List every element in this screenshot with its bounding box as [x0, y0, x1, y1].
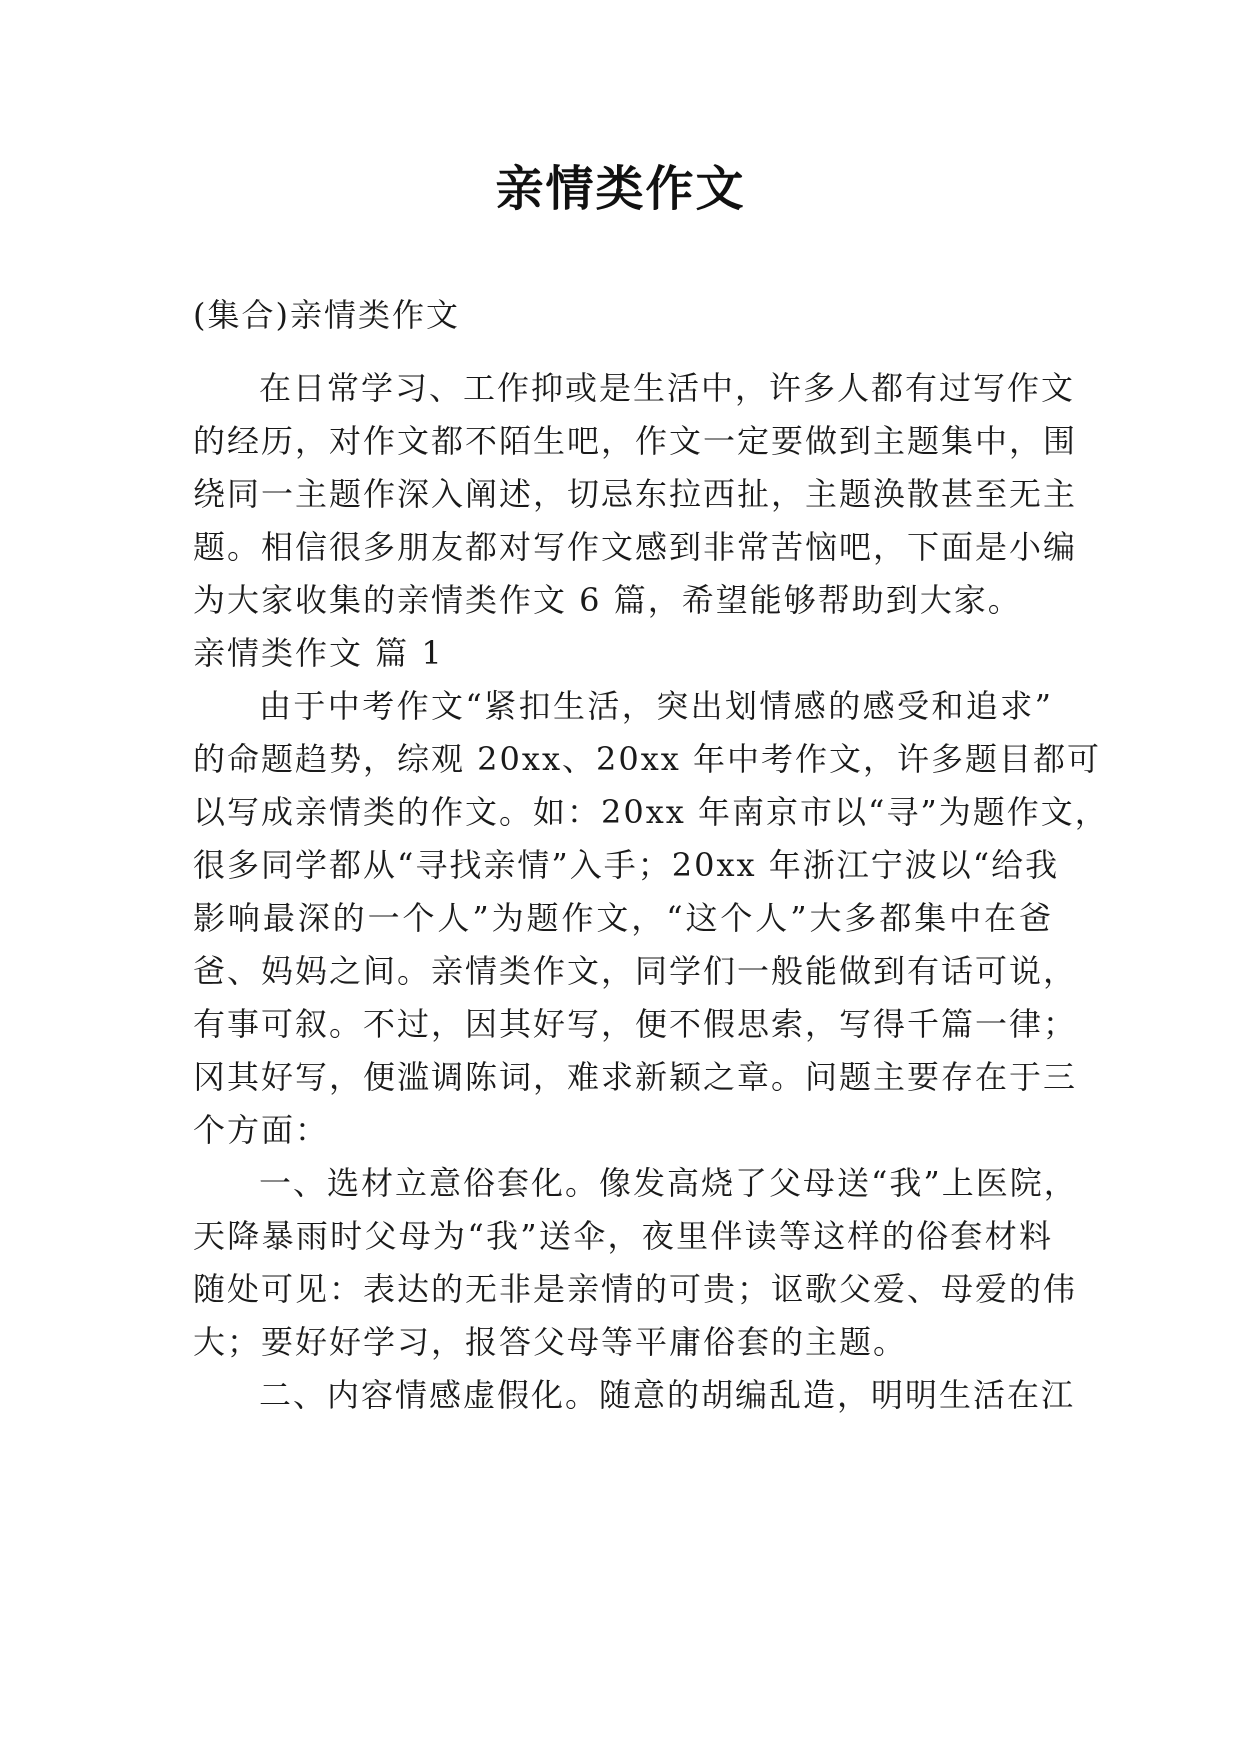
document-subtitle: (集合)亲情类作文 — [193, 296, 460, 334]
text-line: 爸、妈妈之间。亲情类作文，同学们一般能做到有话可说， — [193, 952, 1078, 990]
text-line: 一、选材立意俗套化。像发高烧了父母送“我”上医院， — [259, 1164, 1078, 1202]
text-line: 个方面： — [193, 1111, 330, 1149]
text-line: 的经历，对作文都不陌生吧，作文一定要做到主题集中，围 — [193, 422, 1078, 460]
text-line: 二、内容情感虚假化。随意的胡编乱造，明明生活在江 — [259, 1376, 1076, 1414]
document-title: 亲情类作文 — [495, 161, 746, 217]
text-line: 以写成亲情类的作文。如：20xx 年南京市以“寻”为题作文， — [193, 793, 1109, 831]
text-line: 绕同一主题作深入阐述，切忌东拉西扯，主题涣散甚至无主 — [193, 475, 1078, 513]
text-line: 很多同学都从“寻找亲情”入手；20xx 年浙江宁波以“给我 — [193, 846, 1060, 884]
section-heading: 亲情类作文 篇 1 — [193, 634, 444, 672]
text-line: 大；要好好学习，报答父母等平庸俗套的主题。 — [193, 1323, 908, 1361]
text-line: 影响最深的一个人”为题作文，“这个人”大多都集中在爸 — [193, 899, 1053, 937]
text-line: 天降暴雨时父母为“我”送伞，夜里伴读等这样的俗套材料 — [193, 1217, 1053, 1255]
text-line: 为大家收集的亲情类作文 6 篇，希望能够帮助到大家。 — [193, 581, 1022, 619]
text-line: 冈其好写，便滥调陈词，难求新颖之章。问题主要存在于三 — [193, 1058, 1078, 1096]
text-line: 的命题趋势，综观 20xx、20xx 年中考作文，许多题目都可 — [193, 740, 1101, 778]
text-line: 由于中考作文“紧扣生活，突出划情感的感受和追求” — [259, 687, 1053, 725]
text-line: 有事可叙。不过，因其好写，便不假思索，写得千篇一律； — [193, 1005, 1078, 1043]
text-line: 题。相信很多朋友都对写作文感到非常苦恼吧，下面是小编 — [193, 528, 1078, 566]
text-line: 在日常学习、工作抑或是生活中，许多人都有过写作文 — [259, 369, 1076, 407]
text-line: 随处可见：表达的无非是亲情的可贵；讴歌父爱、母爱的伟 — [193, 1270, 1078, 1308]
